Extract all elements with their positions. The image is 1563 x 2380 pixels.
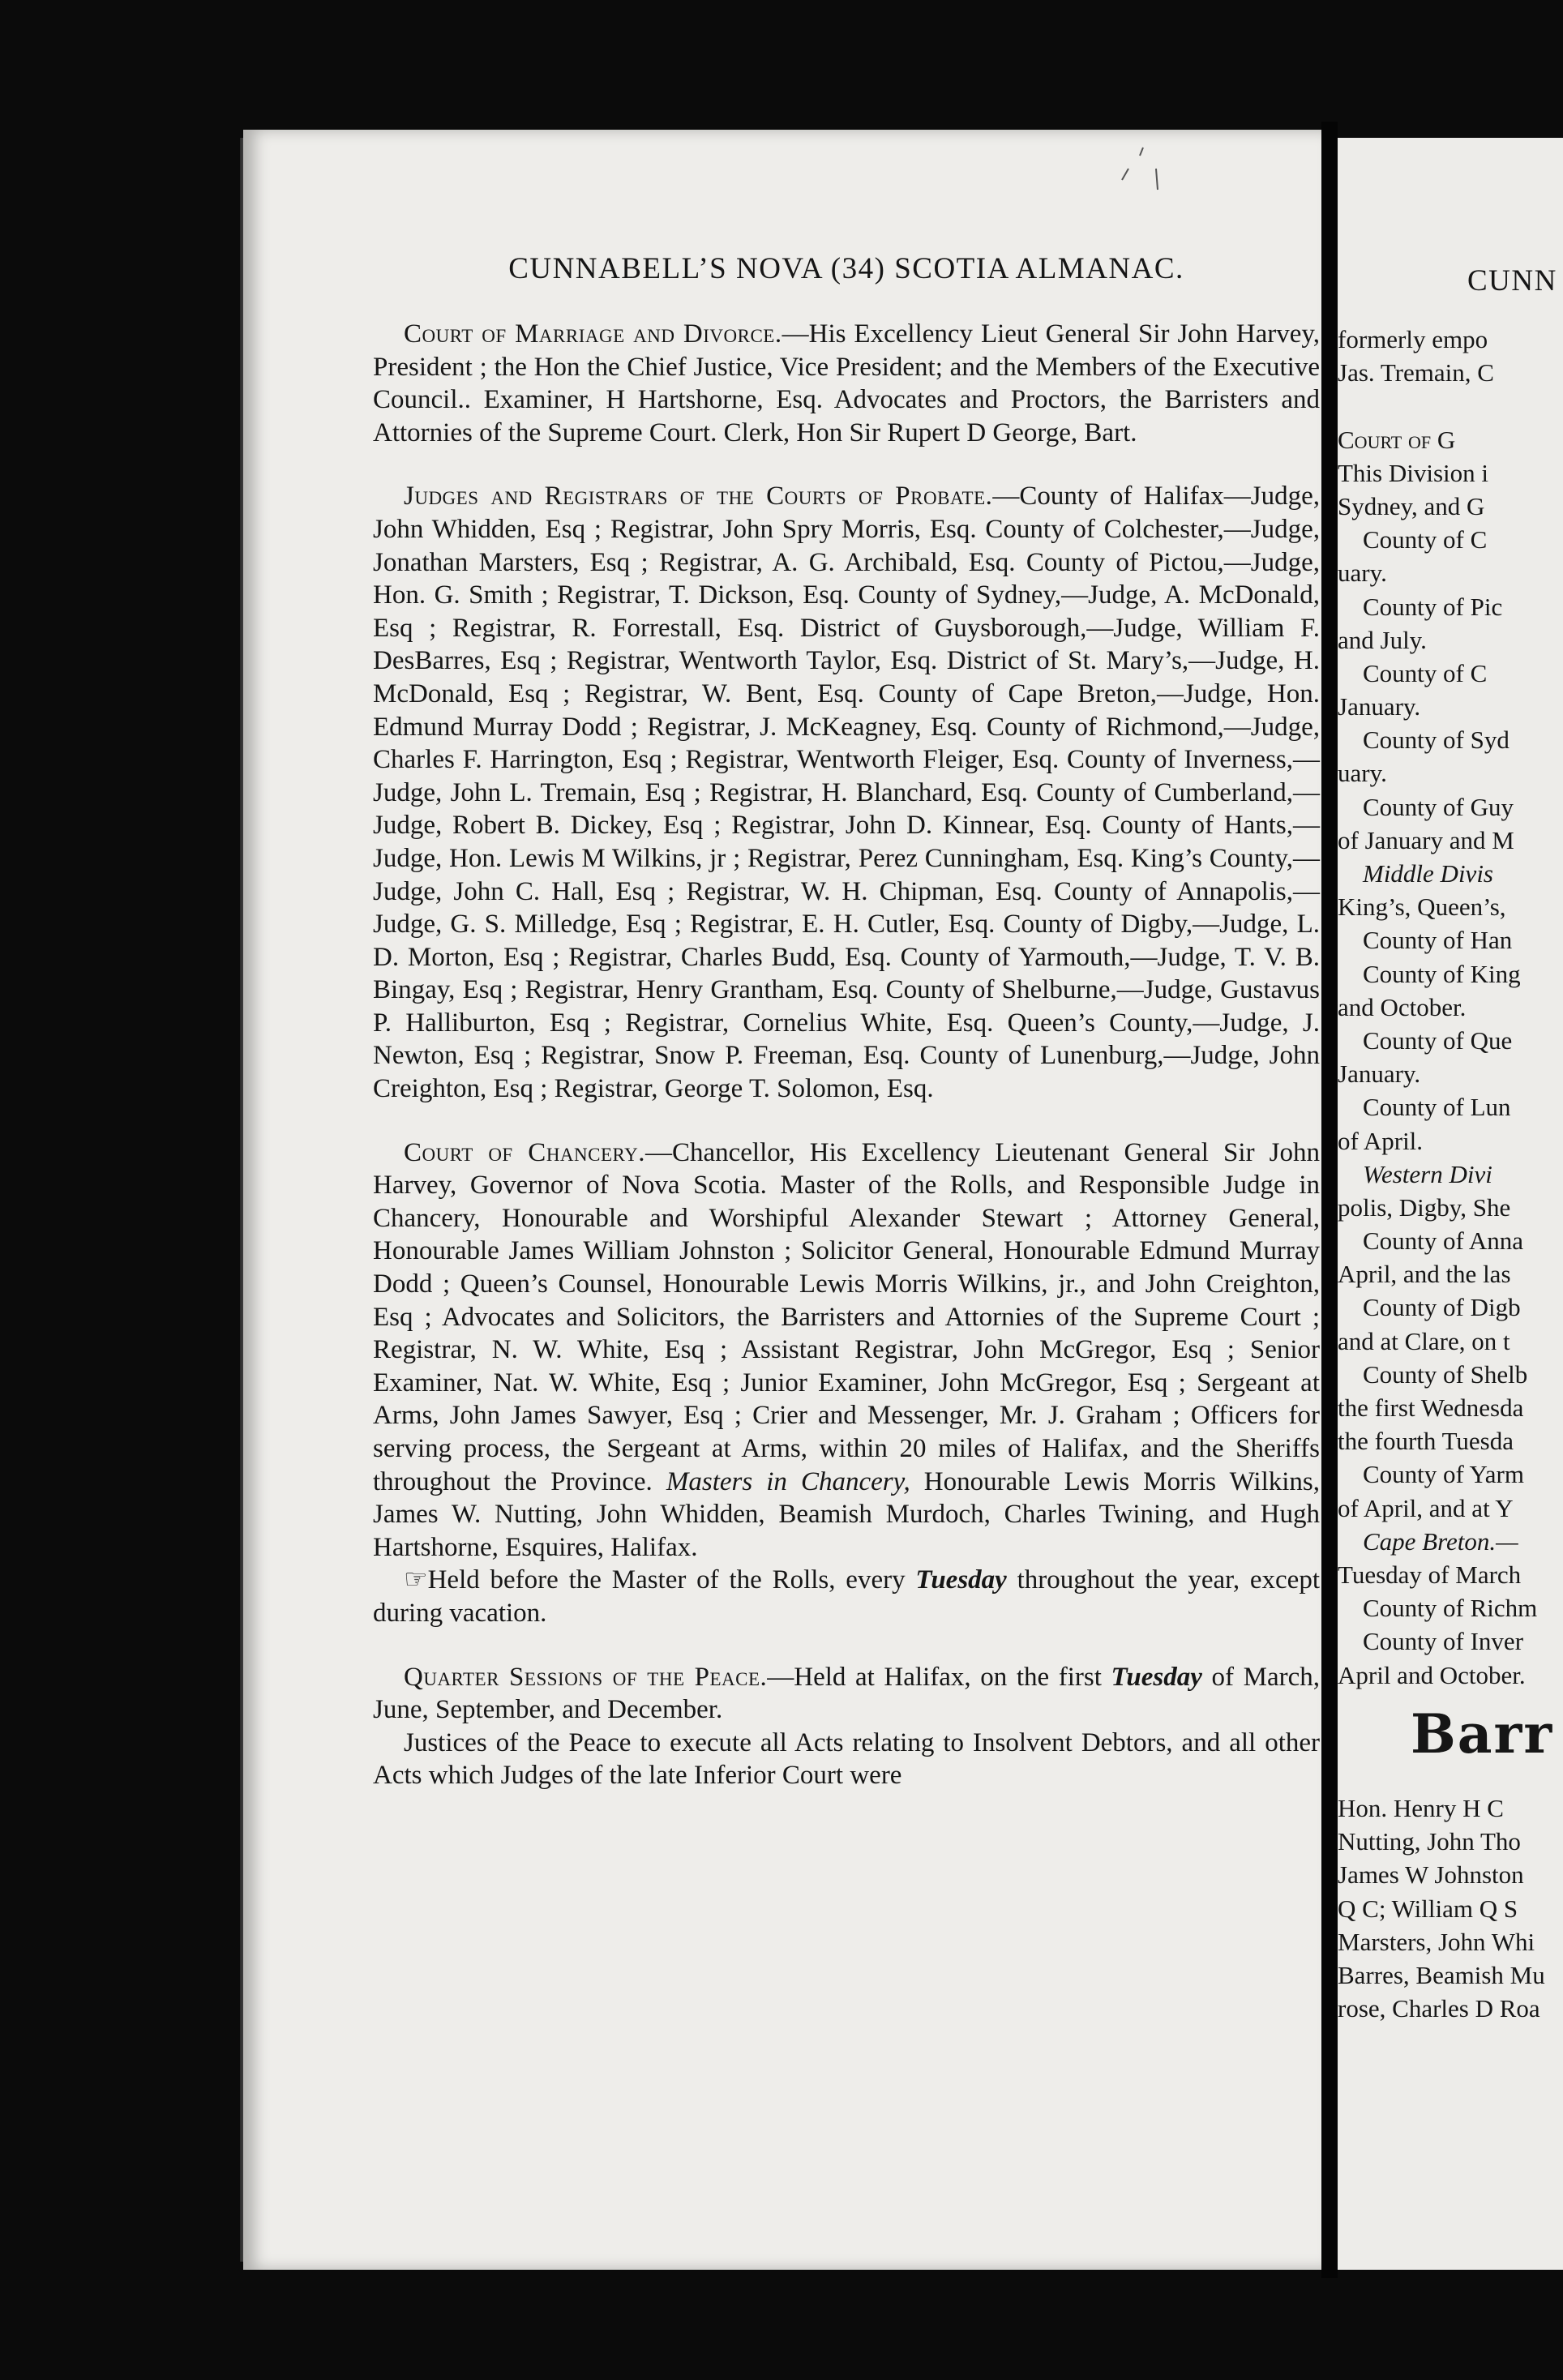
right-page-line: James W Johnston [1338, 1860, 1524, 1890]
right-page-line: Tuesday of March [1338, 1560, 1522, 1589]
right-page-line: Jas. Tremain, C [1338, 358, 1494, 387]
running-head: CUNNABELL’S NOVA (34) SCOTIA ALMANAC. [508, 252, 1184, 285]
right-page-line: County of Guy [1338, 792, 1514, 821]
section-heading: Judges and Registrars of the Courts of Probate. [404, 482, 993, 512]
right-page-line: Court of G [1338, 425, 1456, 454]
paragraph-text: —Chancellor, His Excellency Lieutenant General Sir John Harvey, Governor of Nova Scotia. Master of the Rolls, and Responsible Judge in Chancery, Honourable and Worshipful Alexander Stewart ; Attorney General, Honourable James William Johnston ; Solicitor General, Honourable Edmund Murray Dodd ; Queen’s Counsel, Honourable Lewis Morris Wilkins, jr., and John Creighton, Esq ; Advocates and Solicitors, the Barristers and Attornies of the Supreme Court ; Registrar, N. W. White, Esq ; Assistant Registrar, John McGregor, Esq ; Senior Examiner, Nat. W. White, Esq ; Junior Examiner, John McGregor, Esq ; Sergeant at Arms, John James Sawyer, Esq ; Crier and Messenger, Mr. J. Graham ; Officers for serving process, the Sergeant at Arms, within 20 miles of Halifax, and the Sheriffs throughout the Province. [373, 1137, 1320, 1496]
right-page-line: County of Anna [1338, 1226, 1524, 1256]
right-page-line: County of Han [1338, 926, 1513, 955]
right-page-line: County of Yarm [1338, 1460, 1524, 1489]
probate-paragraph [373, 480, 1320, 1105]
right-page-line: Western Divi [1338, 1159, 1492, 1188]
right-section-heading: Barr [1411, 1702, 1554, 1766]
emphasis-day: Tuesday [1111, 1662, 1202, 1692]
paragraph-text: —His Excellency Lieut General Sir John Harvey, President ; the Hon the Chief Justice, Vice President; and the Members of the Executive Council.. Examiner, H Hartshorne, Esq. Advocates and Proctors, the Barristers and Attornies of the Supreme Court. Clerk, Hon Sir Rupert D George, Bart. [373, 319, 1320, 447]
paragraph-text: Held before the Master of the Rolls, every [427, 1565, 916, 1595]
book-gutter [1321, 122, 1338, 2278]
right-page-line: the first Wednesda [1338, 1393, 1524, 1422]
right-page-line: Cape Breton.— [1338, 1526, 1518, 1556]
right-page [1338, 138, 1563, 2270]
court-marriage-divorce-paragraph [373, 318, 1320, 449]
section-heading: Court of Chancery. [404, 1137, 645, 1167]
right-page-line: and October. [1338, 992, 1467, 1021]
chancery-paragraph [373, 1136, 1320, 1565]
right-page-line: polis, Digby, She [1338, 1192, 1511, 1222]
right-page-line: April, and the las [1338, 1260, 1511, 1289]
paragraph-text: throughout the year, except during vacation. [373, 1565, 1320, 1628]
right-page-line: January. [1338, 1059, 1421, 1089]
paragraph-text: —County of Halifax—Judge, John Whidden, Esq ; Registrar, John Spry Morris, Esq. County of Colchester,—Judge, Jonathan Marsters, Esq ; Registrar, A. G. Archibald, Esq. County of Pictou,—Judge, Hon. G. Smith ; Registrar, T. Dickson, Esq. County of Sydney,—Judge, A. McDonald, Esq ; Registrar, R. Forrestall, Esq. District of Guysborough,—Judge, William F. DesBarres, Esq ; Registrar, Wentworth Taylor, Esq. District of St. Mary’s,—Judge, H. McDonald, Esq ; Registrar, W. Bent, Esq. County of Cape Breton,—Judge, Hon. Edmund Murray Dodd ; Registrar, J. McKeagney, Esq. County of Richmond,—Judge, Charles F. Harrington, Esq ; Registrar, Wentworth Fleiger, Esq. County of Inverness,—Judge, John L. Tremain, Esq ; Registrar, H. Blanchard, Esq. County of Cumberland,—Judge, Robert B. Dickey, Esq ; Registrar, John D. Kinnear, Esq. County of Hants,—Judge, Hon. Lewis M Wilkins, jr ; Registrar, Perez Cunningham, Esq. King’s County,—Judge, John C. Hall, Esq ; Registrar, W. H. Chipman, Esq. County of Annapolis,—Judge, G. S. Milledge, Esq ; Registrar, E. H. Cutler, Esq. County of Digby,—Judge, L. D. Morton, Esq ; Registrar, Charles Budd, Esq. County of Yarmouth,—Judge, T. V. B. Bingay, Esq ; Registrar, Henry Grantham, Esq. County of Shelburne,—Judge, Gustavus P. Halliburton, Esq ; Registrar, Cornelius White, Esq. Queen’s County,—Judge, J. Newton, Esq ; Registrar, Snow P. Freeman, Esq. County of Lunenburg,—Judge, John Creighton, Esq ; Registrar, George T. Solomon, Esq. [373, 482, 1320, 1104]
right-page-line: County of Lun [1338, 1093, 1511, 1122]
right-page-line: and July. [1338, 625, 1427, 654]
right-page-line: King’s, Queen’s, [1338, 892, 1506, 922]
right-page-line: Nutting, John Tho [1338, 1827, 1521, 1856]
right-page-line: County of Shelb [1338, 1359, 1528, 1389]
right-page-line: County of Que [1338, 1025, 1513, 1055]
right-page-line: County of Inver [1338, 1627, 1524, 1656]
right-page-line: Q C; William Q S [1338, 1894, 1518, 1923]
held-note-paragraph [373, 1564, 1320, 1629]
paragraph-text: Honourable Lewis Morris Wilkins, James W. Nutting, John Whidden, Beamish Murdoch, Charles Twining, and Hugh Hartshorne, Esquires, Halifax. [373, 1466, 1321, 1562]
right-page-line: uary. [1338, 759, 1387, 788]
section-heading: Quarter Sessions of the Peace. [404, 1662, 768, 1692]
section-heading: Court of Marriage and Divorce. [404, 319, 782, 349]
right-page-line: January. [1338, 692, 1421, 721]
quarter-sessions-paragraph [373, 1661, 1320, 1727]
right-page-line: This Division i [1338, 458, 1489, 487]
justices-paragraph [373, 1727, 1320, 1792]
right-page-line: Hon. Henry H C [1338, 1794, 1504, 1822]
right-page-line: of April, and at Y [1338, 1493, 1514, 1522]
right-page-line: County of Digb [1338, 1293, 1521, 1322]
right-running-head: CUNN [1467, 264, 1557, 298]
emphasis-day: Tuesday [915, 1565, 1007, 1595]
right-page-after-lines [1338, 1791, 1563, 2025]
right-page-line: of January and M [1338, 825, 1514, 854]
right-page-line: formerly empo [1338, 325, 1488, 353]
right-page-line: County of Syd [1338, 726, 1509, 755]
right-page-line: and at Clare, on t [1338, 1326, 1510, 1355]
right-page-line: County of Richm [1338, 1594, 1538, 1623]
right-page-line: rose, Charles D Roa [1338, 1994, 1540, 2023]
right-page-line: County of C [1338, 658, 1488, 687]
paragraph-text: —Held at Halifax, on the first [767, 1662, 1111, 1692]
right-page-line: Barres, Beamish Mu [1338, 1960, 1545, 1989]
masters-label: Masters in Chancery, [666, 1466, 910, 1496]
pencil-mark [1116, 144, 1172, 193]
right-page-line: Marsters, John Whi [1338, 1927, 1535, 1956]
right-page-line [1338, 389, 1563, 422]
paragraph-text: Justices of the Peace to execute all Acts relating to Insolvent Debtors, and all other Acts which Judges of the late Inferior Court were [373, 1727, 1320, 1791]
right-page-line: County of King [1338, 959, 1521, 988]
right-page-line: the fourth Tuesda [1338, 1427, 1514, 1456]
right-page-lines [1338, 323, 1563, 1692]
right-page-line: County of Pic [1338, 592, 1503, 621]
paragraph-text: of March, June, September, and December. [373, 1662, 1320, 1725]
right-page-line: uary. [1338, 559, 1387, 588]
right-page-line: Middle Divis [1338, 859, 1493, 888]
left-page-body [373, 318, 1320, 1792]
right-page-line: of April. [1338, 1126, 1424, 1155]
right-page-line: Sydney, and G [1338, 491, 1485, 520]
right-page-line: April and October. [1338, 1660, 1526, 1689]
right-page-line: County of C [1338, 525, 1488, 554]
pointing-hand-icon: ☞ [404, 1565, 428, 1595]
